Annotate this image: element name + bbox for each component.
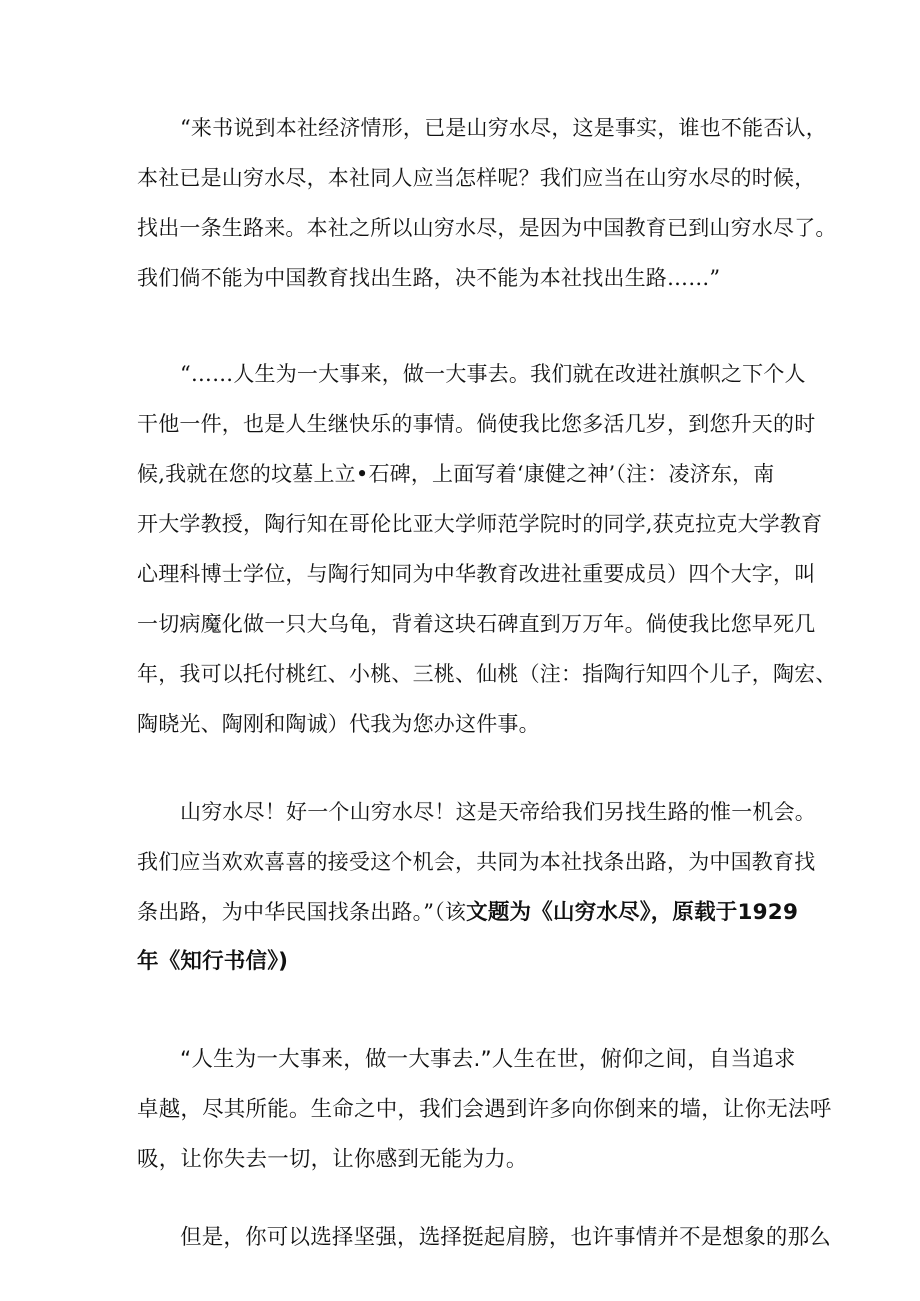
paragraph-3-line-3-text: 条出路，为中华民国找条出路。”（该	[137, 900, 467, 924]
paragraph-2-line-7: 年，我可以托付桃红、小桃、三桃、仙桃（注：指陶行知四个儿子，陶宏、	[137, 662, 837, 686]
paragraph-2-line-8: 陶晓光、陶刚和陶诚）代我为您办这件事。	[137, 712, 540, 736]
paragraph-4-line-3: 吸，让你失去一切，让你感到无能为力。	[137, 1147, 528, 1172]
paragraph-1-line-4: 我们倘不能为中国教育找出生路，决不能为本社找出生路……”	[137, 266, 721, 290]
paragraph-5-line-1: 但是，你可以选择坚强，选择挺起肩膀，也许事情并不是想象的那么	[180, 1225, 832, 1250]
paragraph-2-line-2: 干他一件，也是人生继快乐的事情。倘使我比您多活几岁，到您升天的时	[137, 412, 816, 436]
paragraph-2-line-5: 心理科博士学位，与陶行知同为中华教育改进社重要成员）四个大字，叫	[137, 562, 816, 586]
paragraph-4-line-1: “人生为一大事来，做一大事去.”人生在世，俯仰之间，自当追求	[180, 1047, 796, 1072]
paragraph-4-line-2: 卓越，尽其所能。生命之中，我们会遇到许多向你倒来的墙，让你无法呼	[137, 1097, 832, 1122]
paragraph-2-line-3: 候,我就在您的坟墓上立•石碑，上面写着‘康健之神’（注：凌济东，南	[137, 462, 775, 486]
paragraph-2-line-6: 一切病魔化做一只大乌龟，背着这块石碑直到万万年。倘使我比您早死几	[137, 612, 816, 636]
paragraph-3-bold-line: 年《知行书信》)	[137, 949, 289, 974]
paragraph-2-line-1: “……人生为一大事来，做一大事去。我们就在改进社旗帜之下个人	[180, 362, 806, 386]
paragraph-3-line-2: 我们应当欢欢喜喜的接受这个机会，共同为本社找条出路，为中国教育找	[137, 850, 816, 874]
paragraph-3-line-1: 山穷水尽！好一个山穷水尽！这是天帝给我们另找生路的惟一机会。	[180, 800, 816, 824]
paragraph-2-line-4: 开大学教授，陶行知在哥伦比亚大学师范学院时的同学,获克拉克大学教育	[137, 512, 823, 536]
paragraph-1-line-2: 本社已是山穷水尽，本社同人应当怎样呢？我们应当在山穷水尽的时候，	[137, 166, 816, 190]
paragraph-3-bold-tail: 文题为《山穷水尽》，原载于1929	[466, 900, 799, 925]
paragraph-1-line-1: “来书说到本社经济情形，已是山穷水尽，这是事实，谁也不能否认，	[180, 116, 827, 140]
paragraph-1-line-3: 找出一条生路来。本社之所以山穷水尽，是因为中国教育已到山穷水尽了。	[137, 216, 837, 240]
paragraph-3-line-3	[137, 898, 798, 927]
